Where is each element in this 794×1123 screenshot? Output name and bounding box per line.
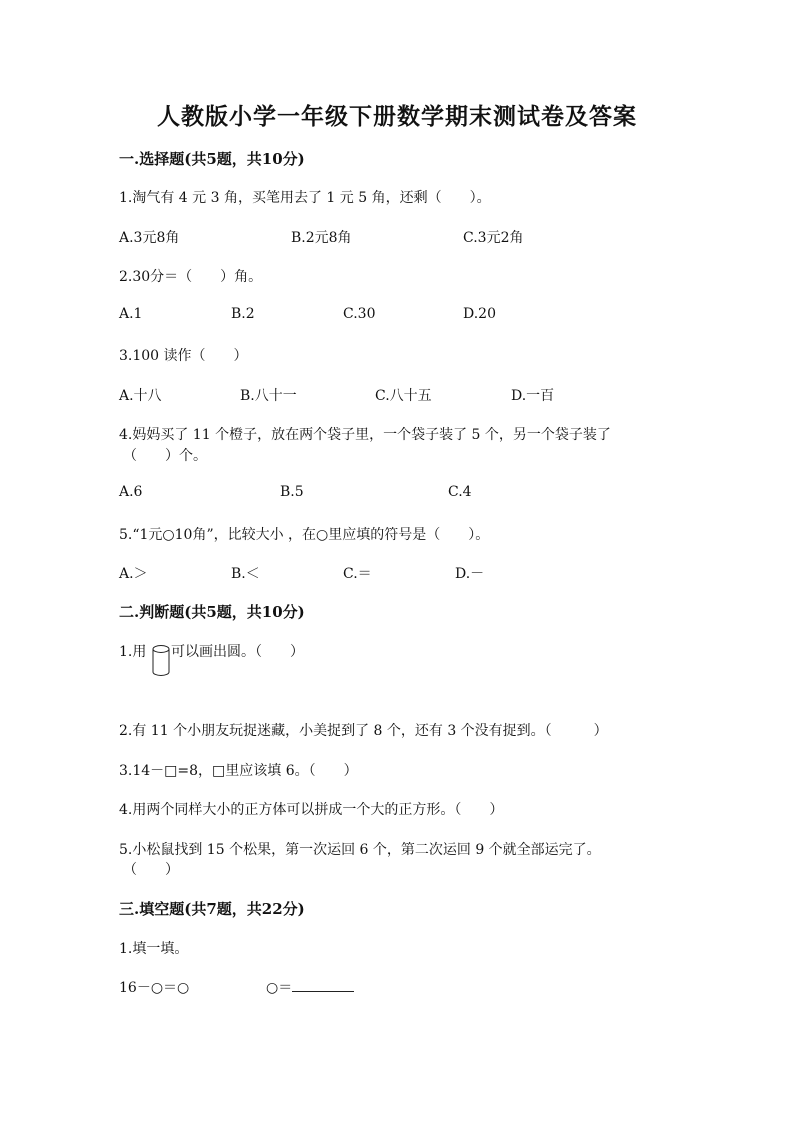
question-2-1-after: 可以画出圆。（ ） <box>171 644 304 660</box>
cylinder-icon <box>151 644 171 678</box>
option-1-4-c: C.4 <box>448 484 472 500</box>
question-3-1: 1.填一填。 <box>119 941 189 957</box>
option-1-3-a: A.十八 <box>119 388 162 404</box>
question-2-5-line1: 5.小松鼠找到 15 个松果，第一次运回 6 个，第二次运回 9 个就全部运完了。 <box>119 842 601 858</box>
option-1-3-d: D.一百 <box>511 388 555 404</box>
answer-blank <box>292 977 354 992</box>
section-heading-choice: 一.选择题(共5题，共10分) <box>119 150 305 168</box>
equation-1: 16－○＝○ <box>119 980 190 996</box>
option-1-3-b: B.八十一 <box>240 388 297 404</box>
option-1-1-c: C.3元2角 <box>463 230 524 246</box>
question-1-5: 5.“1元○10角”，比较大小 ，在○里应填的符号是（ ）。 <box>119 527 490 543</box>
option-1-5-d: D.－ <box>455 566 485 582</box>
option-1-5-a: A.＞ <box>119 566 148 582</box>
question-1-3: 3.100 读作（ ） <box>119 348 248 364</box>
option-1-2-b: B.2 <box>231 306 255 322</box>
question-2-5-line2: （ ） <box>123 862 179 878</box>
question-1-4-line1: 4.妈妈买了 11 个橙子，放在两个袋子里，一个袋子装了 5 个，另一个袋子装了 <box>119 427 611 443</box>
option-1-1-a: A.3元8角 <box>119 230 180 246</box>
question-1-4-line2: （ ）个。 <box>123 448 207 464</box>
question-2-4: 4.用两个同样大小的正方体可以拼成一个大的正方形。（ ） <box>119 802 504 818</box>
question-2-1-before: 1.用 <box>119 644 147 660</box>
option-1-4-a: A.6 <box>119 484 143 500</box>
option-1-2-d: D.20 <box>463 306 496 322</box>
option-1-4-b: B.5 <box>280 484 304 500</box>
option-1-3-c: C.八十五 <box>375 388 432 404</box>
section-heading-fill: 三.填空题(共7题，共22分) <box>119 900 305 918</box>
option-1-2-a: A.1 <box>119 306 143 322</box>
question-1-2: 2.30分＝（ ）角。 <box>119 269 263 285</box>
equation-2-label: ○＝ <box>266 980 293 996</box>
option-1-5-c: C.＝ <box>343 566 372 582</box>
page-title: 人教版小学一年级下册数学期末测试卷及答案 <box>157 103 637 130</box>
equation-2 <box>266 977 354 997</box>
question-2-2: 2.有 11 个小朋友玩捉迷藏，小美捉到了 8 个，还有 3 个没有捉到。（ ） <box>119 723 608 739</box>
option-1-2-c: C.30 <box>343 306 376 322</box>
question-1-1: 1.淘气有 4 元 3 角，买笔用去了 1 元 5 角，还剩（ ）。 <box>119 190 491 206</box>
section-heading-judge: 二.判断题(共5题，共10分) <box>119 603 305 621</box>
option-1-1-b: B.2元8角 <box>291 230 352 246</box>
question-2-3: 3.14－□=8，□里应该填 6。（ ） <box>119 763 358 779</box>
option-1-5-b: B.＜ <box>231 566 260 582</box>
